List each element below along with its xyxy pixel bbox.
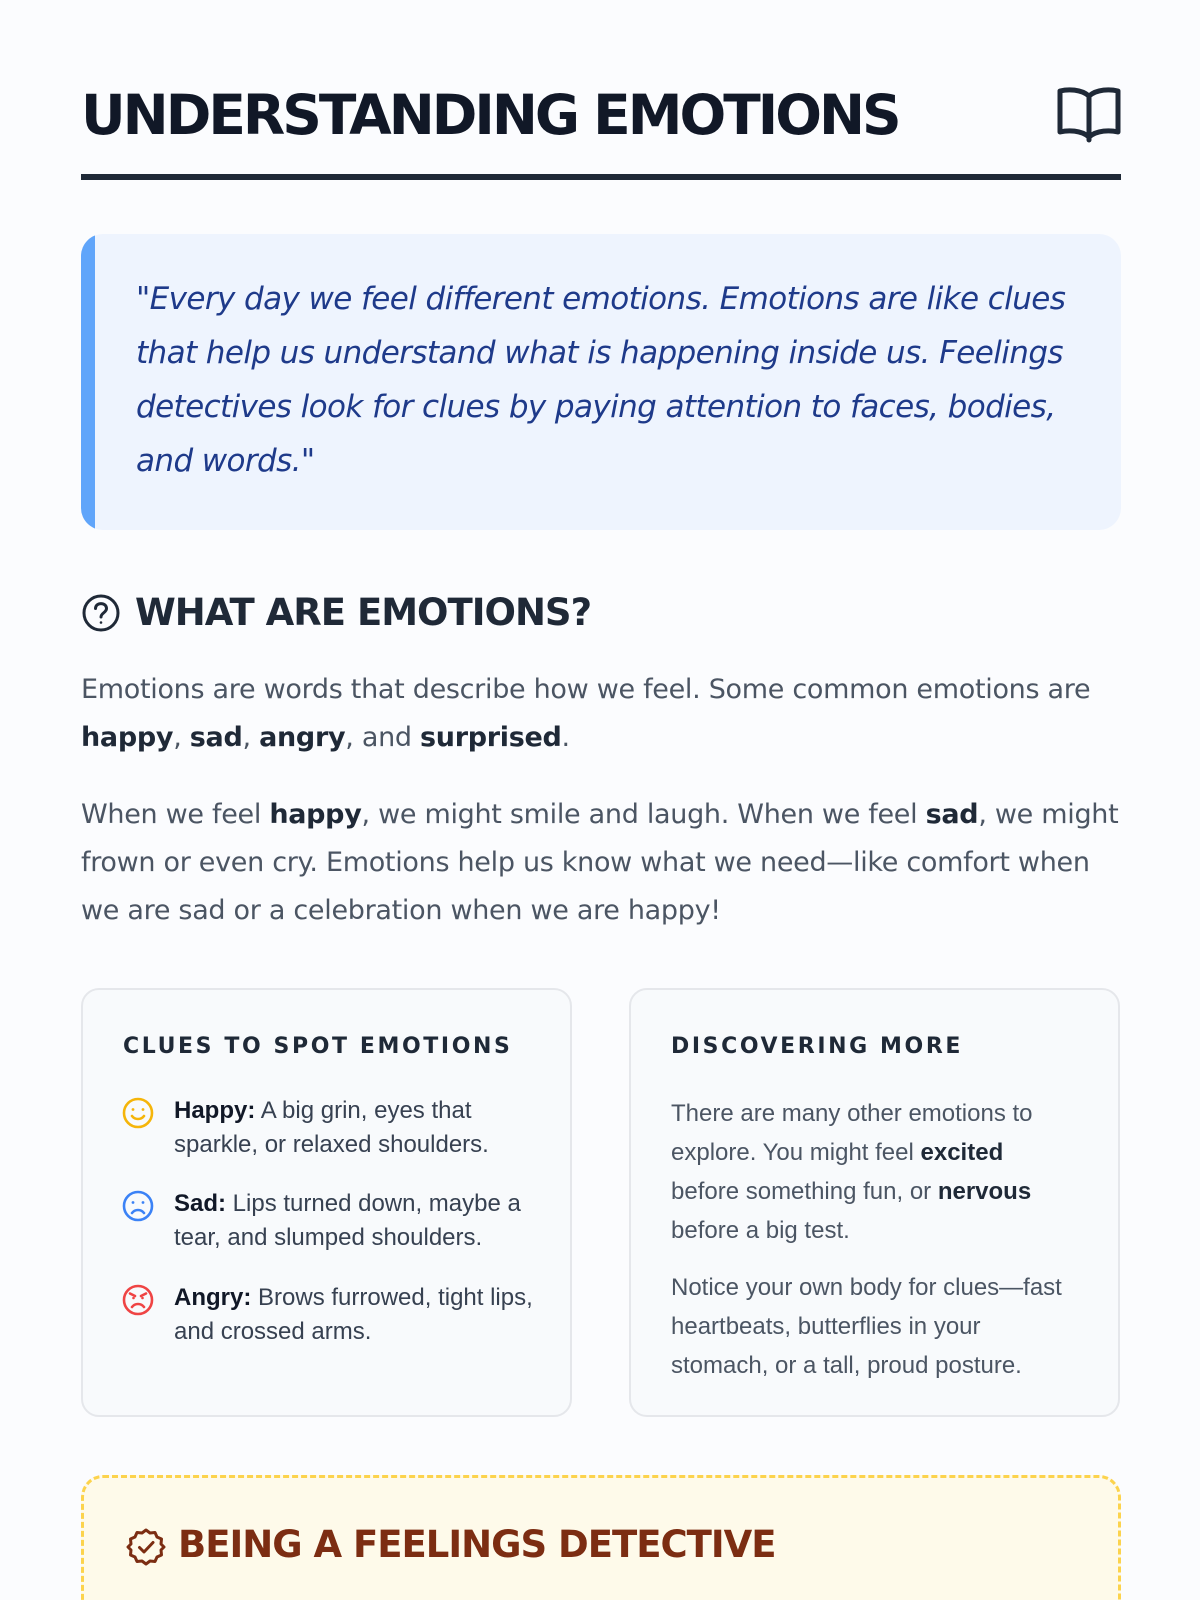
emphasis-nervous: nervous xyxy=(937,1178,1032,1205)
emotions-paragraph-1 xyxy=(81,666,1121,762)
section-heading-what-are-emotions xyxy=(81,588,1121,638)
card-title: DISCOVERING MORE xyxy=(671,1034,964,1059)
title-divider xyxy=(81,174,1121,180)
text-run: When we feel xyxy=(81,799,270,830)
clue-description: Lips turned down, maybe a tear, and slumped shoulders. xyxy=(174,1190,521,1251)
emphasis-sad: sad xyxy=(925,799,979,830)
card-title: CLUES TO SPOT EMOTIONS xyxy=(123,1034,513,1059)
emphasis-angry: angry xyxy=(259,722,346,753)
sad-face-icon xyxy=(121,1189,155,1223)
discovering-more-card xyxy=(629,988,1120,1417)
header xyxy=(81,80,1121,180)
more-paragraph-2: Notice your own body for clues—fast heartbeats, butterflies in your stomach, or a tall, proud posture. xyxy=(671,1274,1062,1379)
clue-text xyxy=(174,1281,534,1349)
emotions-paragraph-2 xyxy=(81,791,1121,935)
emphasis-happy: happy xyxy=(269,799,362,830)
text-run: . xyxy=(561,722,570,753)
clue-text xyxy=(174,1187,534,1255)
question-circle-icon xyxy=(81,593,121,633)
feelings-detective-box xyxy=(81,1475,1121,1600)
clue-label: Happy: xyxy=(174,1097,256,1124)
clue-description: Brows furrowed, tight lips, and crossed arms. xyxy=(174,1284,533,1345)
detective-title: BEING A FEELINGS DETECTIVE xyxy=(178,1523,776,1566)
emphasis-sad: sad xyxy=(189,722,243,753)
more-paragraph-1 xyxy=(671,1094,1071,1250)
clue-label: Sad: xyxy=(174,1190,227,1217)
text-run: There are many other emotions to explore. You might feel xyxy=(671,1100,1033,1166)
text-run: before a big test. xyxy=(671,1217,850,1244)
clue-text xyxy=(174,1094,534,1162)
emphasis-happy: happy xyxy=(81,722,174,753)
intro-quote xyxy=(81,234,1121,530)
page-title: UNDERSTANDING EMOTIONS xyxy=(81,83,899,147)
text-run: , xyxy=(173,722,190,753)
text-run: Emotions are words that describe how we feel. Some common emotions are xyxy=(81,674,1091,705)
book-icon xyxy=(1057,84,1121,144)
section-title: WHAT ARE EMOTIONS? xyxy=(135,591,592,634)
text-run: , and xyxy=(345,722,421,753)
check-circle-icon xyxy=(126,1527,166,1567)
clue-label: Angry: xyxy=(174,1284,252,1311)
smile-icon xyxy=(121,1096,155,1130)
text-run: , we might frown or even cry. Emotions help us know what we need—like comfort when we are sad or a celebration when we are happy! xyxy=(81,799,1119,926)
quote-text: "Every day we feel different emotions. Emotions are like clues that help us understand what is happening inside us. Feelings detectives look for clues by paying attention to faces, bodies, and words." xyxy=(136,281,1066,479)
quote-accent-bar xyxy=(81,234,95,530)
text-run: , xyxy=(242,722,260,753)
emphasis-surprised: surprised xyxy=(420,722,562,753)
emphasis-excited: excited xyxy=(920,1139,1004,1166)
text-run: , we might smile and laugh. When we feel xyxy=(361,799,926,830)
text-run: before something fun, or xyxy=(671,1178,938,1205)
angry-face-icon xyxy=(121,1283,155,1317)
clue-description: A big grin, eyes that sparkle, or relaxed shoulders. xyxy=(174,1097,489,1158)
